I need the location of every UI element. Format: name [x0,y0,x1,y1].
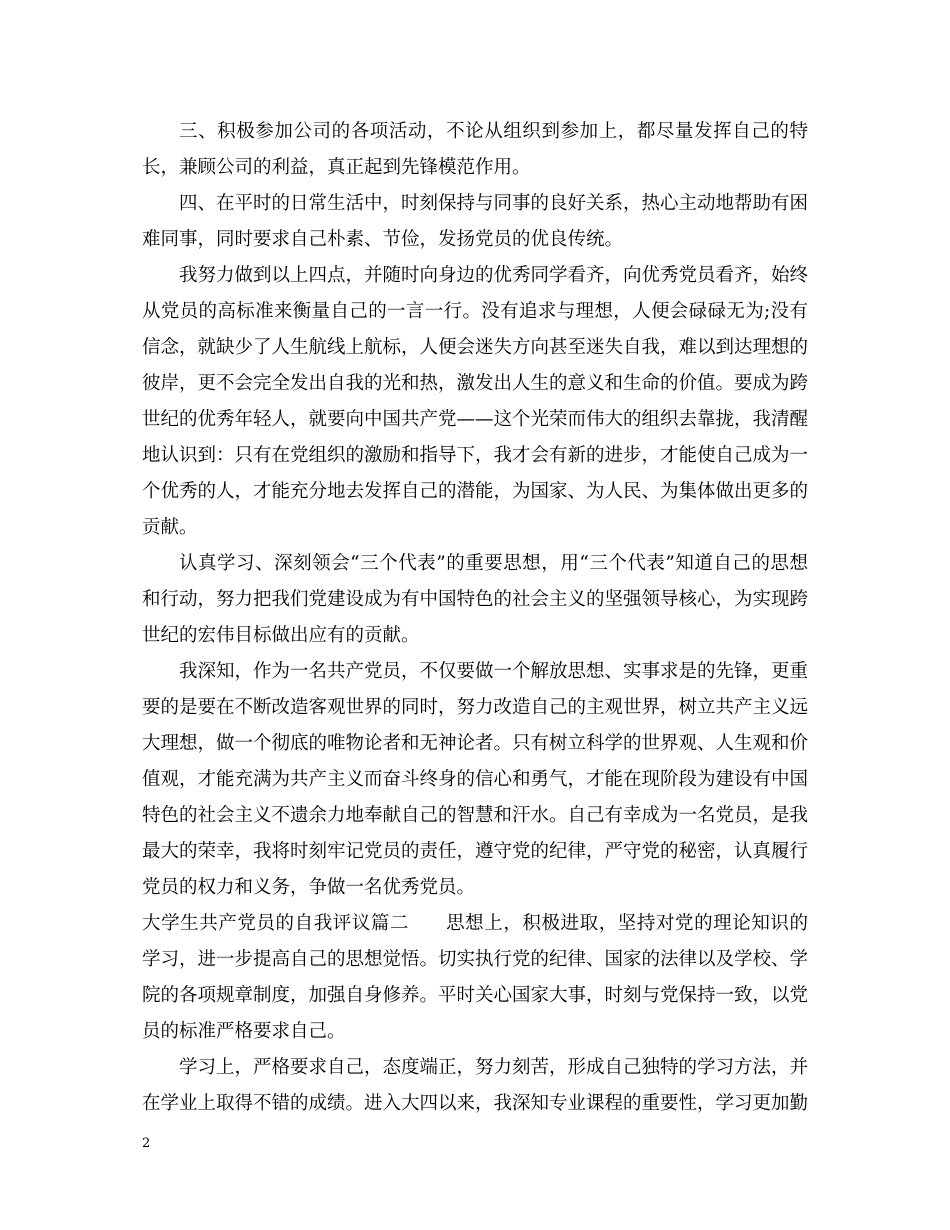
paragraph-daily-life: 四、在平时的日常生活中，时刻保持与同事的良好关系，热心主动地帮助有困难同事，同时要求自己朴素、节俭，发扬党员的优良传统。 [142,193,809,250]
section-heading: 大学生共产党员的自我评议篇二 [142,913,410,934]
section-two-start [142,906,808,1050]
paragraph-activities: 三、积极参加公司的各项活动，不论从组织到参加上，都尽量发挥自己的特长，兼顾公司的利益，真正起到先锋模范作用。 [142,121,808,178]
paragraph-study: 学习上，严格要求自己，态度端正，努力刻苦，形成自己独特的学习方法，并在学业上取得不错的成绩。进入大四以来，我深知专业课程的重要性，学习更加勤 [142,1057,809,1114]
paragraph-party-member-duty: 我深知，作为一名共产党员，不仅要做一个解放思想、实事求是的先锋，更重要的是要在不断改造客观世界的同时，努力改造自己的主观世界，树立共产主义远大理想，做一个彻底的唯物论者和无神论者。只有树立科学的世界观、人生观和价值观，才能充满为共产主义而奋斗终身的信心和勇气，才能在现阶段为建设有中国特色的社会主义不遗余力地奉献自己的智慧和汗水。自己有幸成为一名党员，是我最大的荣幸，我将时刻牢记党员的责任，遵守党的纪律，严守党的秘密，认真履行党员的权力和义务，争做一名优秀党员。 [142,661,809,898]
page-number: 2 [142,1136,151,1151]
body-text [142,114,808,1122]
paragraph-ideology: 思想上，积极进取，坚持对党的理论知识的学习，进一步提高自己的思想觉悟。切实执行党的纪律、国家的法律以及学校、学院的各项规章制度，加强自身修养。平时关心国家大事，时刻与党保持一致，以党员的标准严格要求自己。 [142,913,809,1042]
paragraph-four-points: 我努力做到以上四点，并随时向身边的优秀同学看齐，向优秀党员看齐，始终从党员的高标准来衡量自己的一言一行。没有追求与理想，人便会碌碌无为;没有信念，就缺少了人生航线上航标，人便会迷失方向甚至迷失自我，难以到达理想的彼岸，更不会完全发出自我的光和热，激发出人生的意义和生命的价值。要成为跨世纪的优秀年轻人，就要向中国共产党——这个光荣而伟大的组织去靠拢，我清醒地认识到：只有在党组织的激励和指导下，我才会有新的进步，才能使自己成为一个优秀的人，才能充分地去发挥自己的潜能，为国家、为人民、为集体做出更多的贡献。 [142,265,809,538]
paragraph-three-represents: 认真学习、深刻领会“三个代表”的重要思想，用“三个代表”知道自己的思想和行动，努力把我们党建设成为有中国特色的社会主义的坚强领导核心，为实现跨世纪的宏伟目标做出应有的贡献。 [142,553,809,646]
